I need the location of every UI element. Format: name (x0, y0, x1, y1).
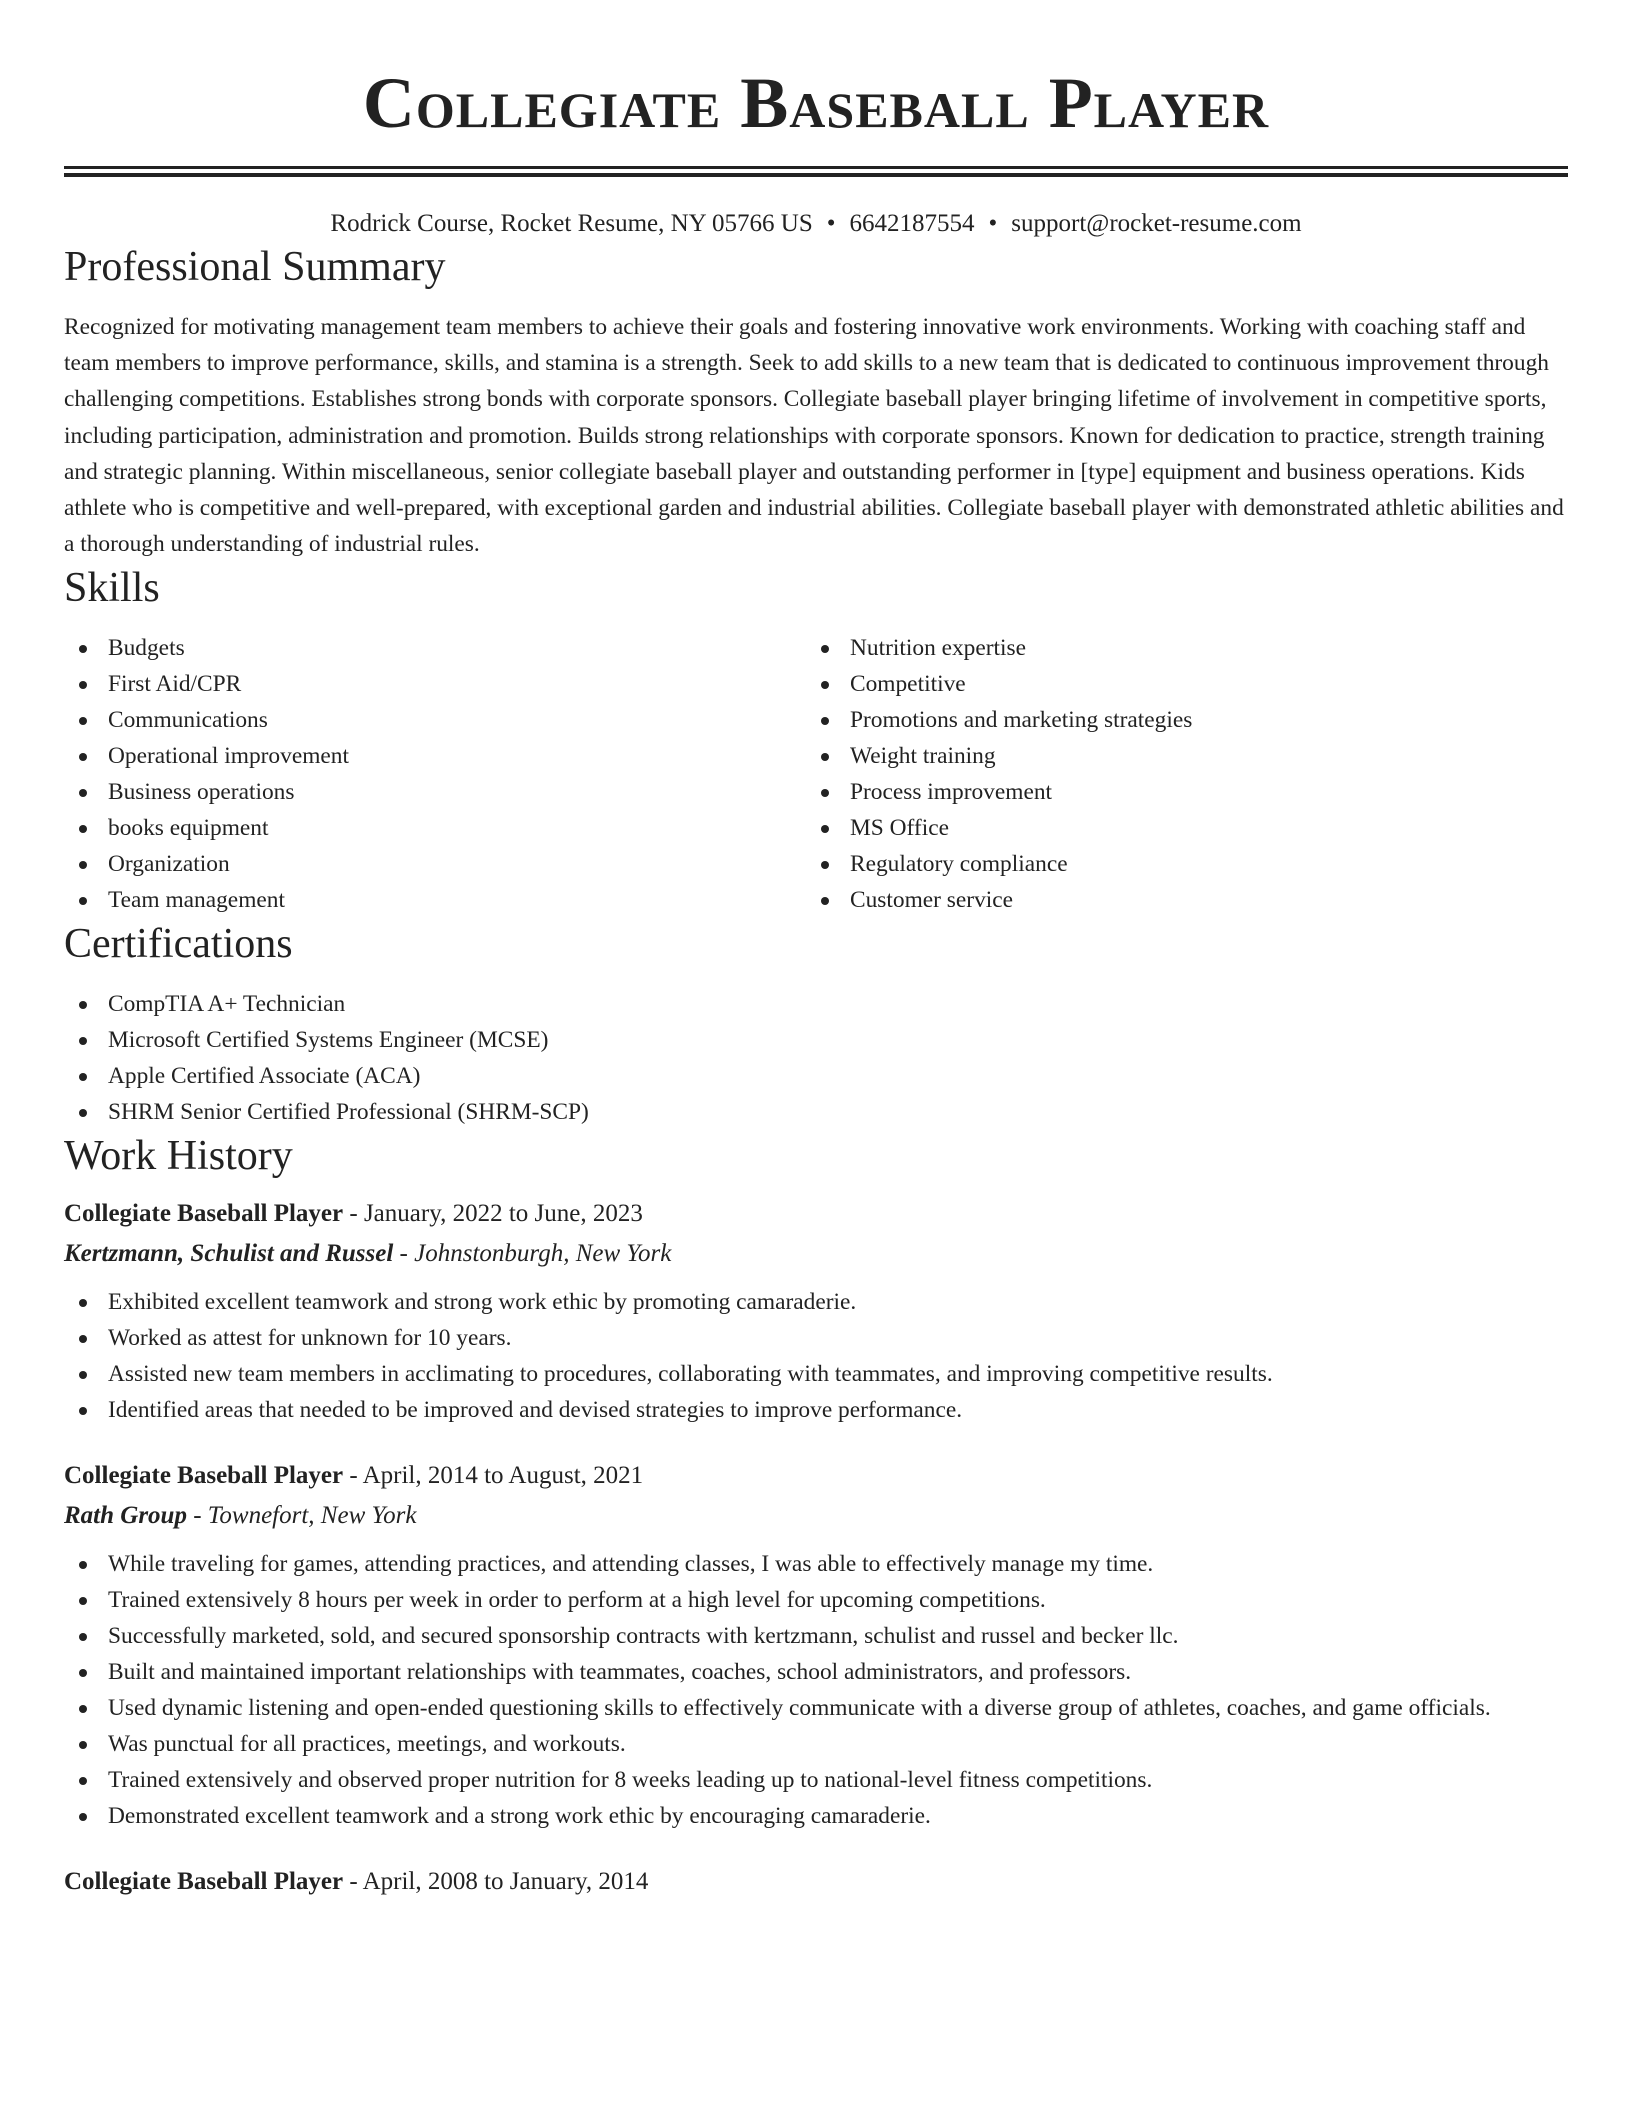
contact-email: support@rocket-resume.com (1011, 210, 1302, 237)
contact-separator: • (988, 210, 998, 237)
bullet-icon (79, 1597, 87, 1605)
skill-item (64, 846, 806, 882)
job-bullet-text: Built and maintained important relationships with teammates, coaches, school administrators, and professors. (108, 1659, 1132, 1686)
job-bullet-text: Exhibited excellent teamwork and strong work ethic by promoting camaraderie. (108, 1289, 857, 1316)
job-dash: - (186, 1502, 208, 1530)
bullet-icon (821, 825, 829, 833)
job-dates: April, 2014 to August, 2021 (362, 1462, 644, 1490)
job-company: Rath Group (64, 1502, 187, 1530)
job-location: Johnstonburgh, New York (414, 1240, 672, 1268)
bullet-icon (821, 753, 829, 761)
skill-item (64, 774, 806, 810)
job-bullet (64, 1762, 1568, 1798)
bullet-icon (79, 1335, 87, 1343)
certification-label: Microsoft Certified Systems Engineer (MCSE) (108, 1027, 549, 1054)
bullet-icon (79, 897, 87, 905)
bullet-icon (79, 861, 87, 869)
skills-column-right (806, 630, 1548, 918)
contact-separator: • (826, 210, 836, 237)
skills-column-left (64, 630, 806, 918)
certification-label: CompTIA A+ Technician (108, 991, 346, 1018)
job-dash: - (393, 1240, 415, 1268)
contact-line (64, 207, 1568, 241)
job-company-line (64, 1496, 1568, 1536)
certification-item (64, 1094, 1568, 1130)
job-bullet (64, 1284, 1568, 1320)
skill-item (64, 666, 806, 702)
skill-label: Communications (108, 707, 268, 734)
job-bullets (64, 1546, 1568, 1834)
skill-label: MS Office (850, 815, 949, 842)
job-title: Collegiate Baseball Player (64, 1200, 344, 1228)
bullet-icon (79, 1109, 87, 1117)
certification-item (64, 986, 1568, 1022)
job-bullet (64, 1356, 1568, 1392)
bullet-icon (79, 681, 87, 689)
job-dates: April, 2008 to January, 2014 (362, 1868, 649, 1896)
job-title-line (64, 1194, 1568, 1234)
skill-item (64, 702, 806, 738)
bullet-icon (79, 717, 87, 725)
bullet-icon (79, 645, 87, 653)
certification-label: SHRM Senior Certified Professional (SHRM-SCP) (108, 1099, 589, 1126)
skill-label: Competitive (850, 671, 966, 698)
resume-title: Collegiate Baseball Player (362, 63, 1270, 143)
job-bullet (64, 1654, 1568, 1690)
summary-heading: Professional Summary (64, 244, 446, 290)
title-divider (64, 166, 1568, 177)
skills-list (64, 630, 1568, 918)
skill-item (806, 882, 1548, 918)
job-dash: - (343, 1200, 364, 1228)
skill-label: Promotions and marketing strategies (850, 707, 1193, 734)
bullet-icon (79, 825, 87, 833)
job-bullet (64, 1392, 1568, 1428)
bullet-icon (821, 645, 829, 653)
skill-item (806, 810, 1548, 846)
certification-item (64, 1022, 1568, 1058)
job-location: Townefort, New York (207, 1502, 417, 1530)
bullet-icon (821, 717, 829, 725)
job-bullet (64, 1798, 1568, 1834)
skill-label: Budgets (108, 635, 185, 662)
job-dash: - (343, 1462, 363, 1490)
job-company: Kertzmann, Schulist and Russel (64, 1240, 394, 1268)
bullet-icon (79, 1299, 87, 1307)
job-bullet-text: Identified areas that needed to be improved and devised strategies to improve performance. (108, 1397, 963, 1424)
job-title-line (64, 1456, 1568, 1496)
bullet-icon (79, 753, 87, 761)
job-bullet-text: Assisted new team members in acclimating to procedures, collaborating with teammates, and improving competitive results. (108, 1361, 1273, 1388)
bullet-icon (79, 789, 87, 797)
work-history-heading: Work History (64, 1133, 293, 1180)
job-bullet (64, 1320, 1568, 1356)
certifications-heading: Certifications (64, 921, 293, 968)
skill-label: Business operations (108, 779, 295, 806)
skill-label: Nutrition expertise (850, 635, 1027, 662)
job-title: Collegiate Baseball Player (64, 1462, 344, 1490)
bullet-icon (821, 681, 829, 689)
bullet-icon (79, 1777, 87, 1785)
resume-page (64, 0, 1568, 1902)
skill-item (64, 738, 806, 774)
job-bullet-text: Trained extensively and observed proper nutrition for 8 weeks leading up to national-level fitness competitions. (108, 1767, 1153, 1794)
job-entry (64, 1862, 1568, 1902)
bullet-icon (79, 1633, 87, 1641)
bullet-icon (79, 1561, 87, 1569)
bullet-icon (79, 1705, 87, 1713)
job-entry (64, 1456, 1568, 1834)
bullet-icon (79, 1073, 87, 1081)
bullet-icon (821, 897, 829, 905)
skill-label: Process improvement (850, 779, 1053, 806)
skill-label: Regulatory compliance (850, 851, 1068, 878)
job-bullet-text: Demonstrated excellent teamwork and a strong work ethic by encouraging camaraderie. (108, 1803, 931, 1830)
bullet-icon (79, 1741, 87, 1749)
bullet-icon (79, 1001, 87, 1009)
skill-label: books equipment (108, 815, 269, 842)
contact-address: Rodrick Course, Rocket Resume, NY 05766 US (330, 210, 813, 237)
bullet-icon (79, 1371, 87, 1379)
bullet-icon (821, 861, 829, 869)
skill-label: Operational improvement (108, 743, 349, 770)
skill-label: Weight training (850, 743, 996, 770)
skill-label: Organization (108, 851, 230, 878)
certification-item (64, 1058, 1568, 1094)
job-bullet-text: Worked as attest for unknown for 10 years. (108, 1325, 512, 1352)
bullet-icon (79, 1037, 87, 1045)
job-bullet (64, 1582, 1568, 1618)
contact-phone: 6642187554 (849, 210, 975, 237)
job-title-line (64, 1862, 1568, 1902)
skill-item (806, 630, 1548, 666)
job-bullet-text: Successfully marketed, sold, and secured sponsorship contracts with kertzmann, schulist and russel and becker llc. (108, 1623, 1179, 1650)
job-entry (64, 1194, 1568, 1428)
bullet-icon (821, 789, 829, 797)
job-bullet (64, 1546, 1568, 1582)
skill-item (64, 882, 806, 918)
skill-item (806, 846, 1548, 882)
job-dates: January, 2022 to June, 2023 (363, 1200, 643, 1228)
job-bullet (64, 1618, 1568, 1654)
skill-label: First Aid/CPR (108, 671, 242, 698)
skill-item (64, 810, 806, 846)
job-bullet-text: Trained extensively 8 hours per week in order to perform at a high level for upcoming competitions. (108, 1587, 1046, 1614)
job-company-line (64, 1234, 1568, 1274)
certifications-list (64, 986, 1568, 1130)
job-bullet-text: Was punctual for all practices, meetings, and workouts. (108, 1731, 626, 1758)
job-bullet-text: While traveling for games, attending practices, and attending classes, I was able to effectively manage my time. (108, 1551, 1154, 1578)
skill-item (806, 738, 1548, 774)
skills-heading: Skills (64, 565, 160, 612)
skill-item (806, 702, 1548, 738)
skill-label: Team management (108, 887, 285, 914)
skill-label: Customer service (850, 887, 1014, 914)
job-bullets (64, 1284, 1568, 1428)
job-title: Collegiate Baseball Player (64, 1868, 344, 1896)
certification-label: Apple Certified Associate (ACA) (108, 1063, 421, 1090)
job-bullet (64, 1726, 1568, 1762)
skill-item (806, 666, 1548, 702)
skill-item (64, 630, 806, 666)
skill-item (806, 774, 1548, 810)
bullet-icon (79, 1813, 87, 1821)
job-bullet (64, 1690, 1568, 1726)
bullet-icon (79, 1669, 87, 1677)
job-dash: - (343, 1868, 363, 1896)
job-bullet-text: Used dynamic listening and open-ended questioning skills to effectively communicate with a diverse group of athletes, coaches, and game officials. (108, 1695, 1491, 1722)
bullet-icon (79, 1407, 87, 1415)
summary-text: Recognized for motivating management team members to achieve their goals and fostering innovative work environments. Working with coaching staff and team members to improve performance, skills, and stamina is a strength. Seek to add skills to a new team that is dedicated to continuous improvement through challenging competitions. Establishes strong bonds with corporate sponsors. Collegiate baseball player bringing lifetime of involvement in competitive sports, including participation, administration and promotion. Builds strong relationships with corporate sponsors. Known for dedication to practice, strength training and strategic planning. Within miscellaneous, senior collegiate baseball player and outstanding performer in [type] equipment and business operations. Kids athlete who is competitive and well-prepared, with exceptional garden and industrial abilities. Collegiate baseball player with demonstrated athletic abilities and a thorough understanding of industrial rules. (64, 314, 1564, 558)
